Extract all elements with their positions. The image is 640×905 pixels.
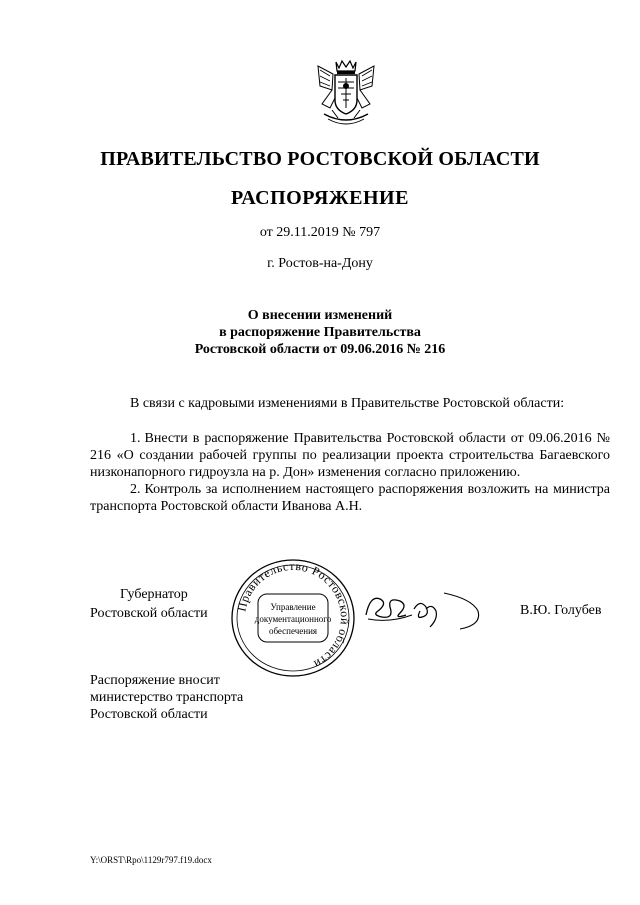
document-subject: [0, 307, 640, 358]
official-stamp: [228, 556, 358, 680]
svg-text:Правительство Ростовской облас: Правительство Ростовской области: [234, 558, 353, 672]
coat-of-arms-icon: [308, 56, 384, 132]
preamble-paragraph: В связи с кадровыми изменениями в Правительстве Ростовской области:: [130, 396, 565, 411]
subject-line: О внесении изменений: [247, 308, 393, 323]
item-text: Контроль за исполнением настоящего распоряжения возложить на министра транспорта Ростовской области Иванова А.Н.: [90, 482, 610, 514]
subject-line: в распоряжение Правительства: [219, 325, 421, 340]
svg-text:обеспечения: обеспечения: [268, 626, 318, 636]
list-item: [90, 430, 610, 481]
document-city: г. Ростов-на-Дону: [267, 256, 373, 271]
submitted-by: [90, 672, 243, 723]
svg-text:документационного: документационного: [254, 614, 332, 624]
document-type: РАСПОРЯЖЕНИЕ: [231, 187, 409, 209]
svg-text:Управление: Управление: [270, 602, 316, 612]
item-text: Внести в распоряжение Правительства Ростовской области от 09.06.2016 № 216 «О создании рабочей группы по реализации проекта строительства Багаевского низконапорного гидроузла на р. Дон» изменения согласно приложению.: [90, 431, 610, 480]
submitted-line: Ростовской области: [90, 707, 208, 722]
position-line: Ростовской области: [90, 606, 208, 621]
handwritten-signature: [360, 585, 490, 637]
submitted-line: министерство транспорта: [90, 690, 244, 705]
numbered-items: [90, 430, 610, 515]
signatory-position: [90, 585, 208, 623]
position-line: Губернатор: [120, 587, 188, 602]
item-number: 2.: [130, 482, 141, 497]
document-date-number: от 29.11.2019 № 797: [259, 225, 381, 240]
government-title: ПРАВИТЕЛЬСТВО РОСТОВСКОЙ ОБЛАСТИ: [100, 148, 540, 170]
submitted-line: Распоряжение вносит: [90, 673, 220, 688]
subject-line: Ростовской области от 09.06.2016 № 216: [194, 342, 446, 357]
list-item: [90, 481, 610, 515]
signatory-name: В.Ю. Голубев: [520, 603, 602, 618]
file-path: Y:\ORST\Rpo\1129r797.f19.docx: [90, 855, 212, 865]
item-number: 1.: [130, 431, 141, 446]
